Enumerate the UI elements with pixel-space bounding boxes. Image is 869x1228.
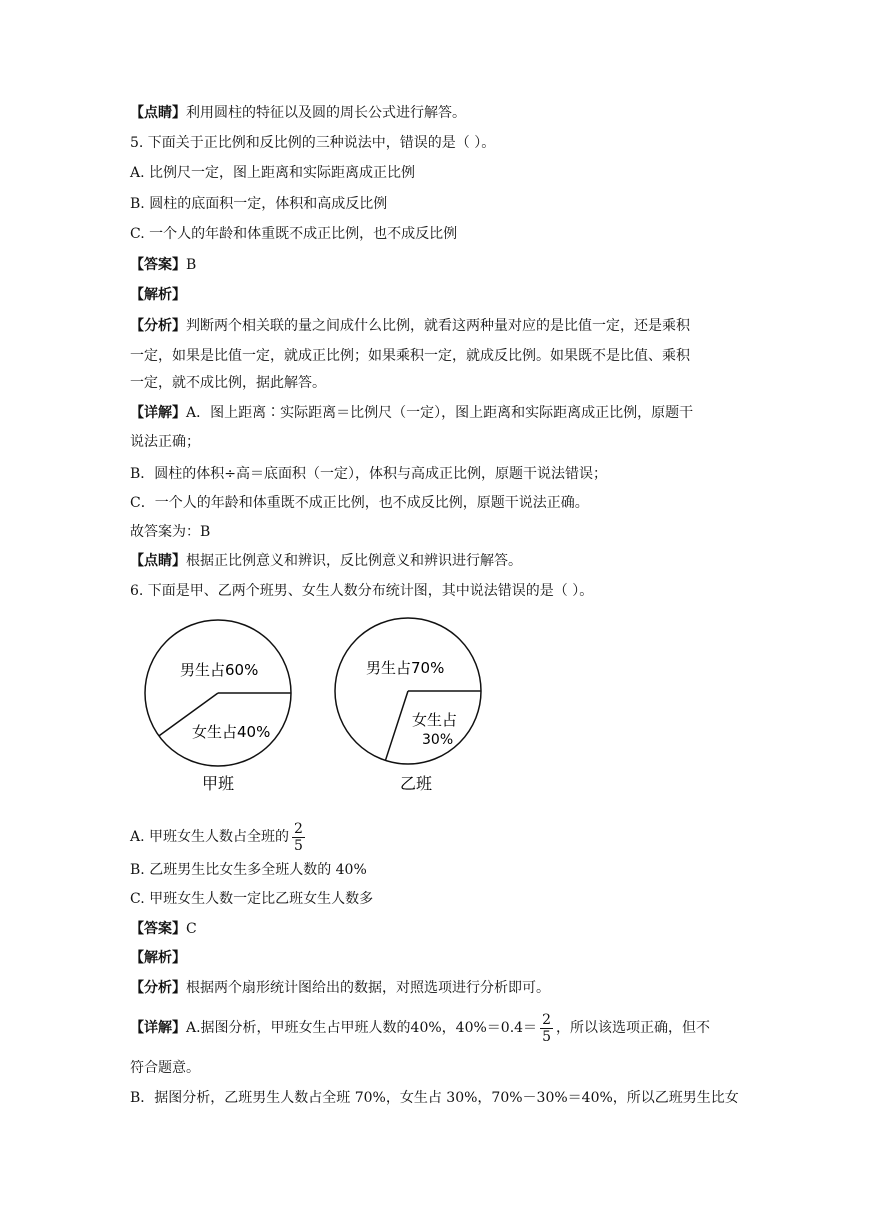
fenxi-text: 判断两个相关联的量之间成什么比例，就看这两种量对应的是比值一定，还是乘积 xyxy=(186,318,690,334)
q5-fenxi-2: 一定，如果是比值一定，就成正比例；如果乘积一定，就成反比例。如果既不是比值、乘积 xyxy=(130,348,690,364)
q5-xiangjie-2: 说法正确； xyxy=(130,434,200,450)
dianjing-prefix: 【点睛】 xyxy=(130,105,186,121)
fraction-denominator: 5 xyxy=(294,837,303,854)
dianjing-prefix: 【点睛】 xyxy=(130,553,186,569)
q5-xiangjie-1 xyxy=(130,403,693,423)
pie-jia-boys-label: 男生占60% xyxy=(180,661,259,679)
q5-fenxi-1 xyxy=(130,316,690,336)
q5-fenxi-3: 一定，就不成比例，据此解答。 xyxy=(130,375,326,391)
q6-jiexi-heading: 【解析】 xyxy=(130,950,186,966)
pie-charts xyxy=(140,615,500,800)
q6-stem: 6. 下面是甲、乙两个班男、女生人数分布统计图，其中说法错误的是（ ）。 xyxy=(130,583,594,599)
xiangjie-text: A.据图分析，甲班女生占甲班人数的40%，40%＝0.4＝ xyxy=(186,1020,538,1036)
dianjing-line-1 xyxy=(130,103,466,123)
fraction-numerator: 2 xyxy=(542,1011,551,1028)
answer-prefix: 【答案】 xyxy=(130,921,186,937)
answer-value: C xyxy=(186,921,197,937)
xiangjie-prefix: 【详解】 xyxy=(130,1020,186,1036)
fraction xyxy=(540,1012,553,1045)
q5-final: 故答案为：B xyxy=(130,524,211,540)
q6-fenxi xyxy=(130,978,550,998)
q6-option-b: B. 乙班男生比女生多全班人数的 40% xyxy=(130,862,367,878)
q6-xiangjie-1 xyxy=(130,1010,710,1046)
q5-xiangjie-4: C．一个人的年龄和体重既不成正比例，也不成反比例，原题干说法正确。 xyxy=(130,495,589,511)
pie-yi-divider-2 xyxy=(385,691,408,760)
xiangjie-text-tail: ，所以该选项正确，但不 xyxy=(555,1020,710,1036)
answer-prefix: 【答案】 xyxy=(130,257,186,273)
pie-jia-girls-label: 女生占40% xyxy=(192,723,271,741)
q5-jiexi-heading: 【解析】 xyxy=(130,287,186,303)
pie-chart-jia xyxy=(145,620,291,793)
q5-option-c: C. 一个人的年龄和体重既不成正比例，也不成反比例 xyxy=(130,226,458,242)
pie-yi-caption: 乙班 xyxy=(400,774,433,793)
answer-value: B xyxy=(186,257,197,273)
q5-answer xyxy=(130,255,196,275)
pie-yi-girls-label-line1: 女生占 xyxy=(412,711,458,729)
q5-dianjing xyxy=(130,551,522,571)
pie-yi-girls-label-line2: 30% xyxy=(422,732,454,748)
q6-xiangjie-3: B．据图分析，乙班男生人数占全班 70%，女生占 30%，70%－30%＝40%，所以乙班男生比女 xyxy=(130,1090,739,1106)
xiangjie-text: A．图上距离∶实际距离＝比例尺（一定），图上距离和实际距离成正比例，原题干 xyxy=(186,405,694,421)
pie-chart-yi xyxy=(335,618,481,793)
dianjing-text: 利用圆柱的特征以及圆的周长公式进行解答。 xyxy=(186,105,466,121)
q6-option-a xyxy=(130,820,308,854)
q6-option-a-text: A. 甲班女生人数占全班的 xyxy=(130,829,290,845)
pie-jia-caption: 甲班 xyxy=(202,774,235,793)
fraction xyxy=(292,821,305,854)
fenxi-prefix: 【分析】 xyxy=(130,318,186,334)
pie-yi-boys-label: 男生占70% xyxy=(366,659,445,677)
dianjing-text: 根据正比例意义和辨识，反比例意义和辨识进行解答。 xyxy=(186,553,522,569)
fraction-numerator: 2 xyxy=(294,820,303,837)
fenxi-text: 根据两个扇形统计图给出的数据，对照选项进行分析即可。 xyxy=(186,980,550,996)
q6-option-c: C. 甲班女生人数一定比乙班女生人数多 xyxy=(130,891,374,907)
q5-xiangjie-3: B．圆柱的体积÷高＝底面积（一定），体积与高成正比例，原题干说法错误； xyxy=(130,466,608,482)
fenxi-prefix: 【分析】 xyxy=(130,980,186,996)
q5-option-a: A. 比例尺一定，图上距离和实际距离成正比例 xyxy=(130,165,416,181)
q6-xiangjie-2: 符合题意。 xyxy=(130,1060,200,1076)
fraction-denominator: 5 xyxy=(542,1028,551,1045)
q5-option-b: B. 圆柱的底面积一定，体积和高成反比例 xyxy=(130,196,388,212)
q5-stem: 5. 下面关于正比例和反比例的三种说法中，错误的是（ ）。 xyxy=(130,135,496,151)
q6-answer xyxy=(130,919,197,939)
xiangjie-prefix: 【详解】 xyxy=(130,405,186,421)
